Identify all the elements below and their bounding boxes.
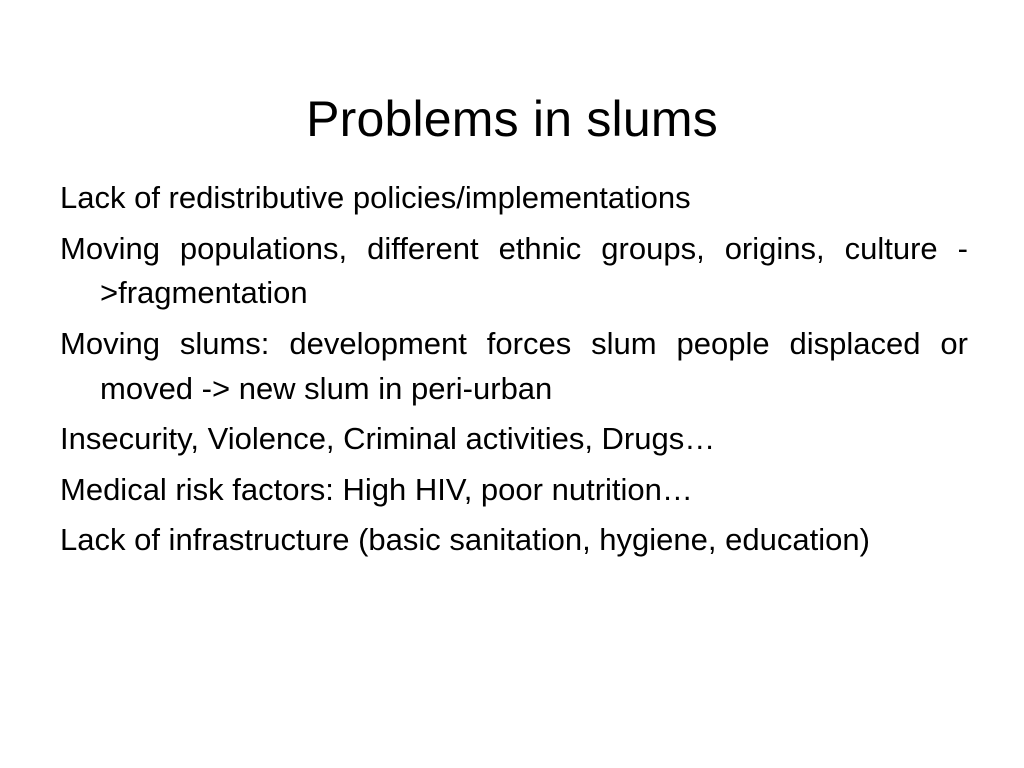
- list-item: Lack of redistributive policies/implementations: [60, 180, 691, 215]
- list-item: Moving slums: development forces slum people displaced or moved -> new slum in peri-urban: [60, 325, 968, 406]
- list-item: Insecurity, Violence, Criminal activities, Drugs…: [60, 421, 716, 457]
- bullet-list: [60, 176, 968, 569]
- list-item: Moving populations, different ethnic groups, origins, culture ->fragmentation: [60, 230, 968, 311]
- page-title: Problems in slums: [306, 90, 718, 147]
- list-item: Medical risk factors: High HIV, poor nutrition…: [60, 471, 693, 507]
- list-item: Lack of infrastructure (basic sanitation, hygiene, education): [60, 522, 870, 558]
